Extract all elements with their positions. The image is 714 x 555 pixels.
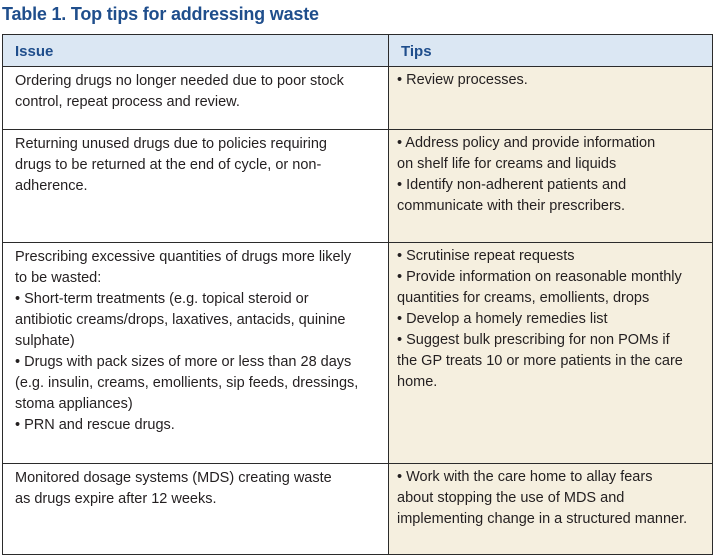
issue-line: to be wasted: — [15, 270, 102, 286]
table-row — [3, 67, 713, 130]
issue-line: Returning unused drugs due to policies requiring — [15, 136, 327, 152]
tip-line: the GP treats 10 or more patients in the care — [397, 353, 683, 369]
tips-cell — [389, 243, 713, 464]
table-row — [3, 464, 713, 555]
issue-line: adherence. — [15, 178, 88, 194]
table-header-row — [3, 35, 713, 67]
issue-column-header: Issue — [3, 35, 389, 67]
issue-line: Prescribing excessive quantities of drugs more likely — [15, 249, 352, 265]
tip-line: quantities for creams, emollients, drops — [397, 290, 650, 306]
tip-line: implementing change in a structured manner. — [397, 511, 688, 527]
waste-tips-table — [2, 34, 713, 555]
tip-line: on shelf life for creams and liquids — [397, 156, 617, 172]
tip-line: communicate with their prescribers. — [397, 198, 626, 214]
issue-cell — [3, 130, 389, 243]
issue-line: antibiotic creams/drops, laxatives, antacids, quinine — [15, 312, 346, 328]
issue-cell — [3, 464, 389, 555]
tip-line: • Scrutinise repeat requests — [397, 248, 575, 264]
tips-column-header: Tips — [389, 35, 713, 67]
issue-line: • Drugs with pack sizes of more or less than 28 days — [15, 354, 352, 370]
tip-line: • Work with the care home to allay fears — [397, 469, 653, 485]
issue-line: stoma appliances) — [15, 396, 133, 412]
issue-line: • PRN and rescue drugs. — [15, 417, 175, 433]
issue-line: sulphate) — [15, 333, 75, 349]
tip-line: • Suggest bulk prescribing for non POMs if — [397, 332, 670, 348]
issue-line: (e.g. insulin, creams, emollients, sip feeds, dressings, — [15, 375, 359, 391]
issue-line: Ordering drugs no longer needed due to poor stock — [15, 73, 344, 89]
tip-line: • Provide information on reasonable monthly — [397, 269, 682, 285]
tips-cell — [389, 464, 713, 555]
issue-line: Monitored dosage systems (MDS) creating waste — [15, 470, 332, 486]
issue-line: • Short-term treatments (e.g. topical steroid or — [15, 291, 309, 307]
tip-line: about stopping the use of MDS and — [397, 490, 625, 506]
table-row — [3, 243, 713, 464]
tip-line: • Review processes. — [397, 72, 528, 88]
tip-line: home. — [397, 374, 438, 390]
issue-cell — [3, 243, 389, 464]
tip-line: • Develop a homely remedies list — [397, 311, 608, 327]
issue-line: as drugs expire after 12 weeks. — [15, 491, 217, 507]
tip-line: • Identify non-adherent patients and — [397, 177, 627, 193]
table-row — [3, 130, 713, 243]
issue-line: control, repeat process and review. — [15, 94, 240, 110]
issue-cell — [3, 67, 389, 130]
tips-cell — [389, 130, 713, 243]
tips-cell — [389, 67, 713, 130]
table-title: Table 1. Top tips for addressing waste — [2, 4, 319, 24]
tip-line: • Address policy and provide information — [397, 135, 656, 151]
issue-line: drugs to be returned at the end of cycle, or non- — [15, 157, 322, 173]
